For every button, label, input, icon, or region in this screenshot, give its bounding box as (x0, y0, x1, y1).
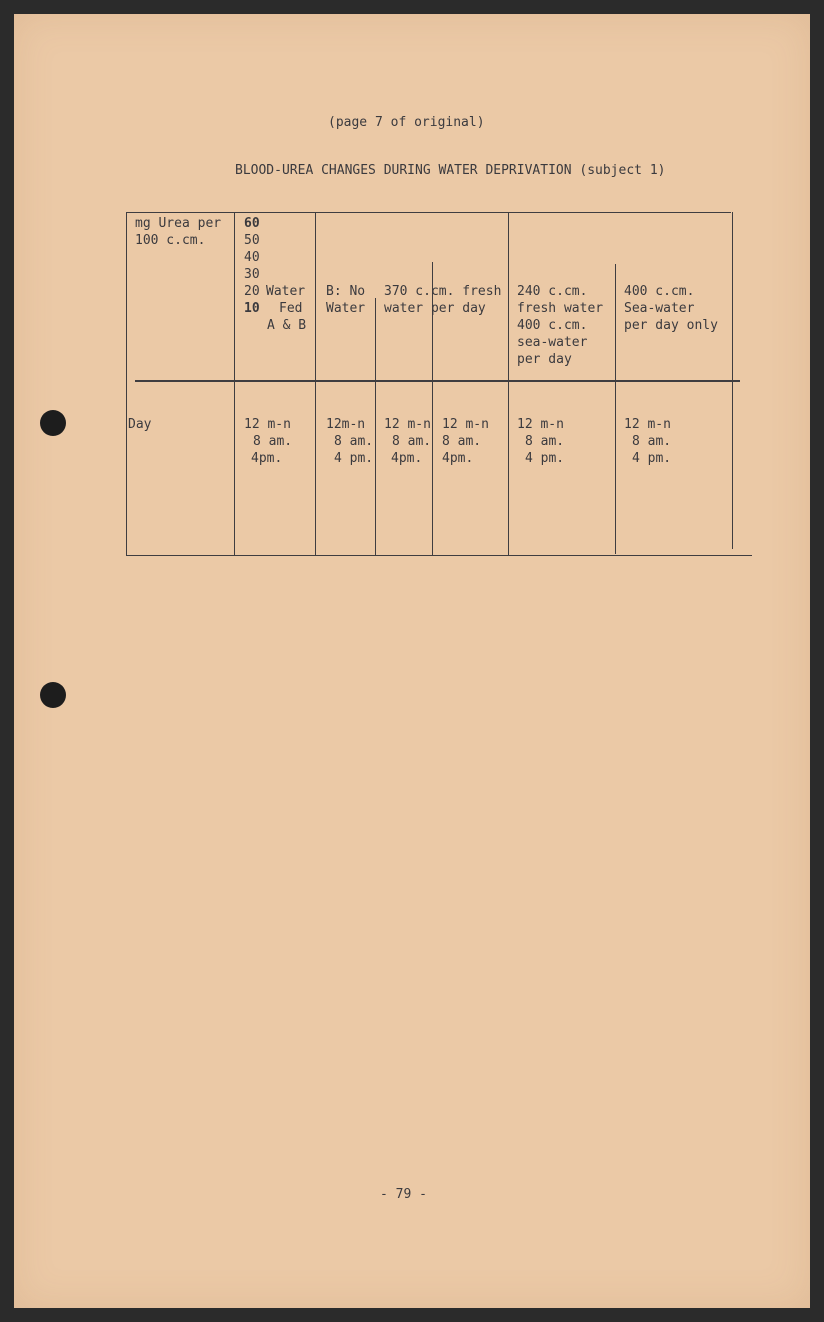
column-header-400-sea: 400 c.cm. (624, 284, 695, 299)
column-header-400-sea: per day only (624, 318, 718, 333)
scale-tick: 50 (244, 233, 260, 248)
page-note: (page 7 of original) (328, 115, 485, 130)
time-label: 8 am. (253, 434, 293, 449)
column-header-water-fed: A & B (267, 318, 307, 333)
time-label: 8 am. (334, 434, 374, 449)
column-header-370-fresh: water per day (384, 301, 486, 316)
punch-hole-bottom (40, 682, 66, 708)
time-label: 12m-n (326, 417, 366, 432)
column-header-370-fresh: 370 c.cm. fresh (384, 284, 502, 299)
column-header-240-fresh-400-sea: 240 c.cm. (517, 284, 588, 299)
time-label: 8 am. (392, 434, 432, 449)
column-header-240-fresh-400-sea: fresh water (517, 301, 604, 316)
punch-hole-top (40, 410, 66, 436)
column-header-water-fed: Fed (279, 301, 303, 316)
time-label: 12 m-n (384, 417, 431, 432)
time-label: 12 m-n (624, 417, 671, 432)
time-label: 8 am. (632, 434, 672, 449)
y-axis-label-line-2: 100 c.cm. (135, 233, 206, 248)
scale-tick: 20 (244, 284, 260, 299)
column-header-400-sea: Sea-water (624, 301, 695, 316)
time-label: 12 m-n (517, 417, 564, 432)
column-header-no-water: Water (326, 301, 366, 316)
time-label: 12 m-n (244, 417, 291, 432)
page-number: - 79 - (380, 1187, 427, 1202)
scale-tick: 40 (244, 250, 260, 265)
scale-tick: 60 (244, 216, 260, 231)
scale-tick: 10 (244, 301, 260, 316)
scale-tick: 30 (244, 267, 260, 282)
column-header-water-fed: Water (266, 284, 306, 299)
column-header-240-fresh-400-sea: sea-water (517, 335, 588, 350)
column-header-no-water: B: No (326, 284, 366, 299)
time-label: 4pm. (251, 451, 283, 466)
time-label: 12 m-n (442, 417, 489, 432)
column-header-240-fresh-400-sea: 400 c.cm. (517, 318, 588, 333)
time-label: 4 pm. (525, 451, 565, 466)
time-label: 4 pm. (334, 451, 374, 466)
y-axis-label-line-1: mg Urea per (135, 216, 222, 231)
table-title: BLOOD-UREA CHANGES DURING WATER DEPRIVATION (subject 1) (235, 163, 666, 178)
column-header-240-fresh-400-sea: per day (517, 352, 572, 367)
time-label: 4 pm. (632, 451, 672, 466)
time-label: 4pm. (391, 451, 423, 466)
time-label: 4pm. (442, 451, 474, 466)
time-label: 8 am. (442, 434, 482, 449)
time-label: 8 am. (525, 434, 565, 449)
row-label-day: Day (128, 417, 152, 432)
document-page (14, 14, 810, 1308)
